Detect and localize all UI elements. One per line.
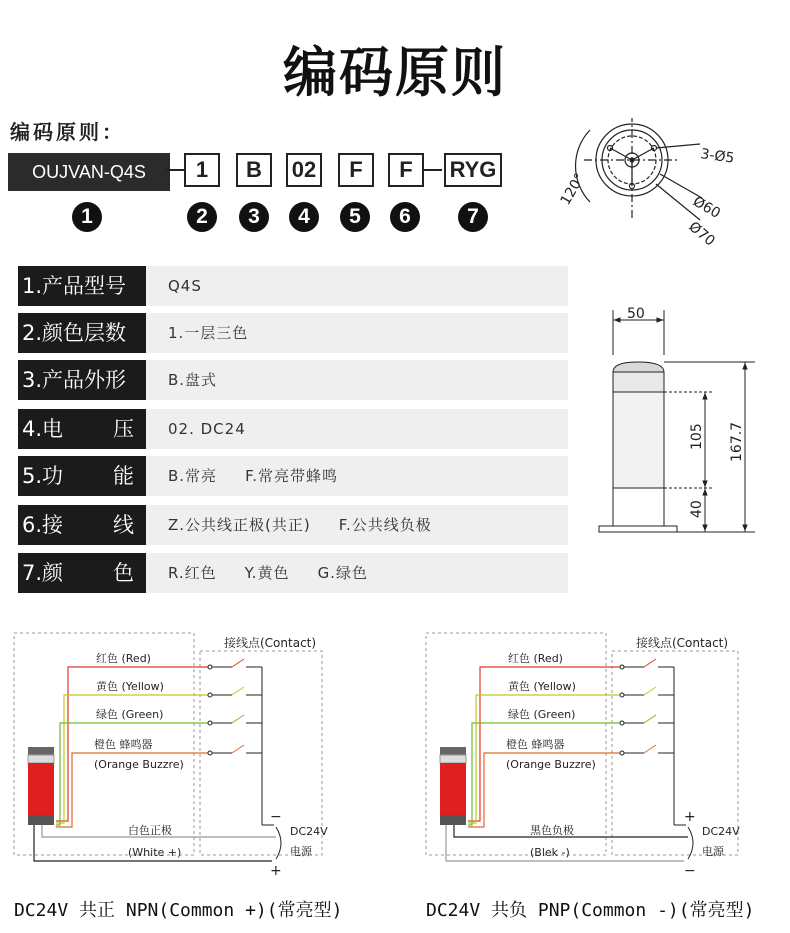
number-badge-2: 2 bbox=[187, 202, 217, 232]
wire-green-label: 绿色 (Green) bbox=[508, 708, 576, 721]
spec-value-item: Z.公共线正极(共正) bbox=[168, 516, 311, 534]
spec-row-value bbox=[168, 409, 274, 449]
spec-value-item: R.红色 bbox=[168, 564, 217, 582]
caption-pnp: DC24V 共负 PNP(Common -)(常亮型) bbox=[426, 900, 755, 921]
side-view-drawing bbox=[585, 300, 765, 555]
spec-row bbox=[18, 456, 568, 496]
number-badge-7: 7 bbox=[458, 202, 488, 232]
diameter-60-label: Ø60 bbox=[690, 193, 723, 222]
power-label: DC24V bbox=[290, 825, 328, 838]
plus-sign: + bbox=[684, 809, 696, 825]
spec-value-item: G.绿色 bbox=[317, 564, 368, 582]
holes-label: 3-Ø5 bbox=[699, 146, 736, 167]
spec-row-label bbox=[18, 409, 146, 449]
power-label: DC24V bbox=[702, 825, 740, 838]
spec-row-label bbox=[18, 266, 146, 306]
spec-value-item: F.公共线负极 bbox=[338, 516, 432, 534]
angle-label: 120° bbox=[557, 170, 589, 208]
wire-red-label: 红色 (Red) bbox=[508, 652, 563, 665]
spec-row-value bbox=[168, 360, 245, 400]
spec-row-label bbox=[18, 553, 146, 593]
spec-row-label bbox=[18, 360, 146, 400]
spec-row-value bbox=[168, 456, 366, 496]
caption-npn: DC24V 共正 NPN(Common +)(常亮型) bbox=[14, 900, 343, 921]
common-label: 黑色负极 bbox=[530, 824, 574, 837]
common-label: 白色正极 bbox=[128, 824, 172, 837]
code-wiring-box: F bbox=[388, 153, 424, 187]
code-voltage-box: 02 bbox=[286, 153, 322, 187]
spec-row-label-suffix: 线 bbox=[113, 513, 134, 537]
spec-row bbox=[18, 313, 568, 353]
code-function-box: F bbox=[338, 153, 374, 187]
minus-sign: − bbox=[270, 809, 282, 825]
code-shape-box: B bbox=[236, 153, 272, 187]
wire-orange-label: 橙色 蜂鸣器 bbox=[94, 738, 153, 751]
spec-row-value bbox=[168, 553, 396, 593]
spec-value-item: Y.黄色 bbox=[244, 564, 290, 582]
number-badge-1: 1 bbox=[72, 202, 102, 232]
spec-value-item: B.常亮 bbox=[168, 467, 218, 485]
total-height-label: 167.7 bbox=[729, 421, 745, 462]
code-layers-box: 1 bbox=[184, 153, 220, 187]
base-height-label: 40 bbox=[689, 500, 705, 518]
spec-row bbox=[18, 360, 568, 400]
diameter-70-label: Ø70 bbox=[685, 218, 718, 250]
spec-row-label-text: 1.产品型号 bbox=[22, 274, 127, 298]
tower-light-icon bbox=[440, 747, 466, 825]
wire-orange-sub-label: (Orange Buzzre) bbox=[506, 758, 596, 771]
spec-row bbox=[18, 266, 568, 306]
wire-red-label: 红色 (Red) bbox=[96, 652, 151, 665]
spec-row-label-text: 5.功 bbox=[22, 464, 64, 488]
common-sub-label: (Blek -) bbox=[530, 846, 570, 859]
plus-sign: + bbox=[270, 863, 282, 875]
wire-yellow-label: 黄色 (Yellow) bbox=[96, 680, 164, 693]
number-badge-3: 3 bbox=[239, 202, 269, 232]
number-badge-5: 5 bbox=[340, 202, 370, 232]
spec-row-label-suffix: 压 bbox=[113, 417, 134, 441]
number-badge-4: 4 bbox=[289, 202, 319, 232]
spec-row-value bbox=[168, 505, 460, 545]
wire-green-label: 绿色 (Green) bbox=[96, 708, 164, 721]
number-badge-6: 6 bbox=[390, 202, 420, 232]
spec-value-item: 02. DC24 bbox=[168, 420, 246, 438]
tower-light-icon bbox=[28, 747, 54, 825]
contact-label: 接线点(Contact) bbox=[224, 636, 317, 650]
spec-row-label-text: 6.接 bbox=[22, 513, 64, 537]
light-height-label: 105 bbox=[689, 423, 705, 450]
spec-row bbox=[18, 553, 568, 593]
spec-row bbox=[18, 409, 568, 449]
wiring-diagram-pnp bbox=[412, 625, 790, 875]
spec-row-label-suffix: 色 bbox=[113, 561, 134, 585]
spec-row-label-text: 4.电 bbox=[22, 417, 64, 441]
code-connector bbox=[424, 169, 442, 171]
spec-row bbox=[18, 505, 568, 545]
spec-row-label bbox=[18, 505, 146, 545]
spec-row-label-text: 3.产品外形 bbox=[22, 368, 127, 392]
wiring-diagram-npn bbox=[0, 625, 395, 875]
common-sub-label: (White +) bbox=[128, 846, 182, 859]
page-title: 编码原则 bbox=[283, 41, 507, 104]
width-label: 50 bbox=[627, 306, 645, 322]
power-sub-label: 电源 bbox=[290, 845, 312, 858]
spec-row-label-suffix: 能 bbox=[113, 464, 134, 488]
spec-value-item: F.常亮带蜂鸣 bbox=[245, 467, 339, 485]
wire-yellow-label: 黄色 (Yellow) bbox=[508, 680, 576, 693]
spec-value-item: 1.一层三色 bbox=[168, 324, 249, 342]
spec-row-label-text: 2.颜色层数 bbox=[22, 321, 127, 345]
spec-value-item: Q4S bbox=[168, 277, 202, 295]
section-subtitle: 编码原则： bbox=[10, 120, 125, 144]
spec-row-label bbox=[18, 456, 146, 496]
code-colors-box: RYG bbox=[444, 153, 502, 187]
spec-value-item: B.盘式 bbox=[168, 371, 218, 389]
spec-row-label bbox=[18, 313, 146, 353]
power-sub-label: 电源 bbox=[702, 845, 724, 858]
wire-orange-sub-label: (Orange Buzzre) bbox=[94, 758, 184, 771]
code-model-box: OUJVAN-Q4S bbox=[8, 153, 170, 191]
contact-label: 接线点(Contact) bbox=[636, 636, 729, 650]
spec-row-value bbox=[168, 266, 230, 306]
minus-sign: − bbox=[684, 863, 696, 875]
wire-orange-label: 橙色 蜂鸣器 bbox=[506, 738, 565, 751]
spec-row-label-text: 7.颜 bbox=[22, 561, 64, 585]
code-connector bbox=[166, 169, 184, 171]
top-view-drawing bbox=[550, 118, 750, 263]
spec-row-value bbox=[168, 313, 276, 353]
